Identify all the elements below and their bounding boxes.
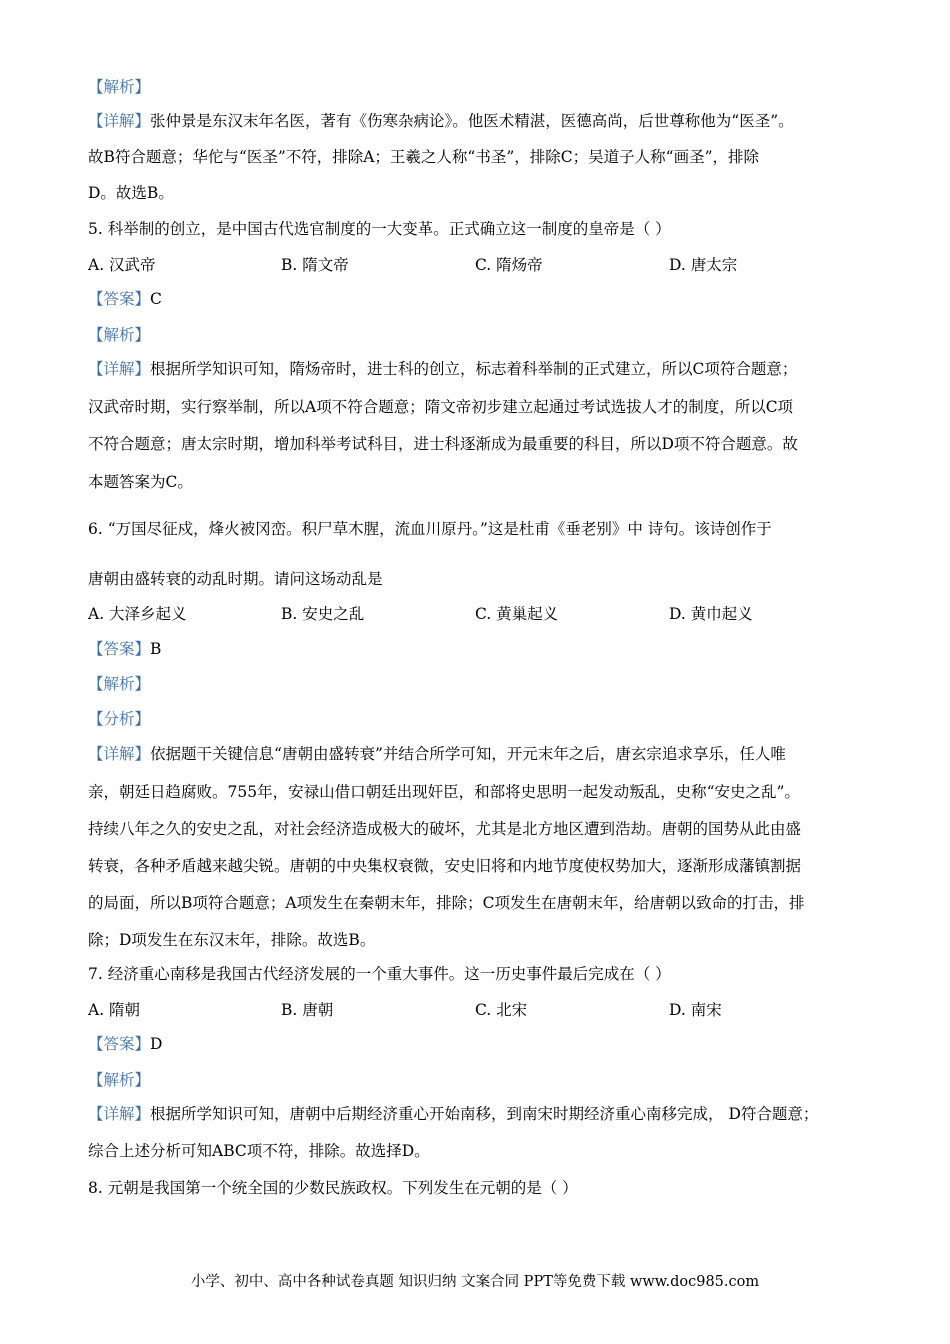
q6-detail-line-5: 的局面，所以B项符合题意；A项发生在秦朝末年，排除；C项发生在唐朝末年，给唐朝以致命的打击，排 — [88, 894, 805, 912]
q6-detail-line-3: 持续八年之久的安史之乱，对社会经济造成极大的破坏，尤其是北方地区遭到浩劫。唐朝的国势从此由盛 — [88, 820, 802, 838]
analysis-tag: 【解析】 — [88, 675, 151, 693]
q7-option-c: C. 北宋 — [475, 1001, 528, 1019]
answer-tag: 【答案】 — [88, 1035, 151, 1053]
q7-answer-value: D — [150, 1035, 163, 1053]
q6-detail-line-6: 除；D项发生在东汉末年，排除。故选B。 — [88, 931, 376, 949]
q6-detail-line-4: 转衰，各种矛盾越来越尖锐。唐朝的中央集权衰微，安史旧将和内地节度使权势加大，逐渐形成藩镇割据 — [88, 857, 802, 875]
q5-option-c: C. 隋炀帝 — [475, 256, 543, 274]
q7-option-a: A. 隋朝 — [88, 1001, 141, 1019]
q6-stem-line-2: 唐朝由盛转衰的动乱时期。请问这场动乱是 — [88, 570, 383, 588]
analysis-tag: 【解析】 — [88, 326, 151, 344]
page-footer: 小学、初中、高中各种试卷真题 知识归纳 文案合同 PPT等免费下载 www.doc985.com — [190, 1274, 760, 1290]
q5-answer — [88, 289, 162, 309]
q5-detail-line-3: 不符合题意；唐太宗时期，增加科举考试科目，进士科逐渐成为最重要的科目，所以D项不符合题意。故 — [88, 435, 798, 453]
q5-answer-value: C — [150, 290, 162, 308]
q5-option-a: A. 汉武帝 — [88, 256, 156, 274]
answer-tag: 【答案】 — [88, 290, 151, 308]
q5-detail-line-4: 本题答案为C。 — [88, 473, 193, 491]
q7-answer — [88, 1034, 162, 1054]
q6-option-d: D. 黄巾起义 — [669, 605, 753, 623]
q7-detail-line-1: 【详解】根据所学知识可知，唐朝中后期经济重心开始南移，到南宋时期经济重心南移完成， D符合题意； — [88, 1105, 819, 1123]
detail-tag: 【详解】 — [88, 745, 151, 763]
q7-detail-line-2: 综合上述分析可知ABC项不符，排除。故选择D。 — [88, 1142, 430, 1160]
q6-option-c: C. 黄巢起义 — [475, 605, 559, 623]
q5-option-b: B. 隋文帝 — [281, 256, 349, 274]
detail-tag: 【详解】 — [88, 1105, 151, 1123]
analysis-tag: 【解析】 — [88, 78, 151, 96]
q5-stem: 5. 科举制的创立，是中国古代选官制度的一大变革。正式确立这一制度的皇帝是（ ） — [88, 220, 671, 238]
q7-option-b: B. 唐朝 — [281, 1001, 334, 1019]
detail-tag: 【详解】 — [88, 112, 151, 130]
q5-detail-line-2: 汉武帝时期，实行察举制，所以A项不符合题意；隋文帝初步建立起通过考试选拔人才的制度，所以C项 — [88, 398, 794, 416]
q6-answer-value: B — [150, 640, 162, 658]
q5-detail-line-1: 【详解】根据所学知识可知，隋炀帝时，进士科的创立，标志着科举制的正式建立，所以C项符合题意； — [88, 360, 798, 378]
q6-option-b: B. 安史之乱 — [281, 605, 365, 623]
q6-option-a: A. 大泽乡起义 — [88, 605, 187, 623]
q4-detail-line-2: 故B符合题意；华佗与“医圣”不符，排除A；王羲之人称“书圣”，排除C；吴道子人称“画圣”，排除 — [88, 148, 759, 166]
q6-detail-line-2: 亲，朝廷日趋腐败。755年，安禄山借口朝廷出现奸臣，和部将史思明一起发动叛乱，史称“安史之乱”。 — [88, 783, 800, 801]
q8-stem: 8. 元朝是我国第一个统全国的少数民族政权。下列发生在元朝的是（ ） — [88, 1179, 578, 1197]
q5-option-d: D. 唐太宗 — [669, 256, 738, 274]
q7-stem: 7. 经济重心南移是我国古代经济发展的一个重大事件。这一历史事件最后完成在（ ） — [88, 965, 671, 983]
fenxi-tag: 【分析】 — [88, 710, 151, 728]
detail-tag: 【详解】 — [88, 360, 151, 378]
q6-answer — [88, 639, 161, 659]
q4-detail-line-3: D。故选B。 — [88, 184, 174, 202]
q6-detail-line-1: 【详解】依据题干关键信息“唐朝由盛转衰”并结合所学可知，开元末年之后，唐玄宗追求享乐，任人唯 — [88, 745, 786, 763]
answer-tag: 【答案】 — [88, 640, 151, 658]
q6-stem-line-1: 6. “万国尽征戍，烽火被冈峦。积尸草木腥，流血川原丹。”这是杜甫《垂老别》中 诗句。该诗创作于 — [88, 520, 772, 538]
q4-detail-line-1: 【详解】张仲景是东汉末年名医，著有《伤寒杂病论》。他医术精湛，医德高尚，后世尊称他为“医圣”。 — [88, 112, 794, 130]
q7-option-d: D. 南宋 — [669, 1001, 722, 1019]
analysis-tag: 【解析】 — [88, 1071, 151, 1089]
